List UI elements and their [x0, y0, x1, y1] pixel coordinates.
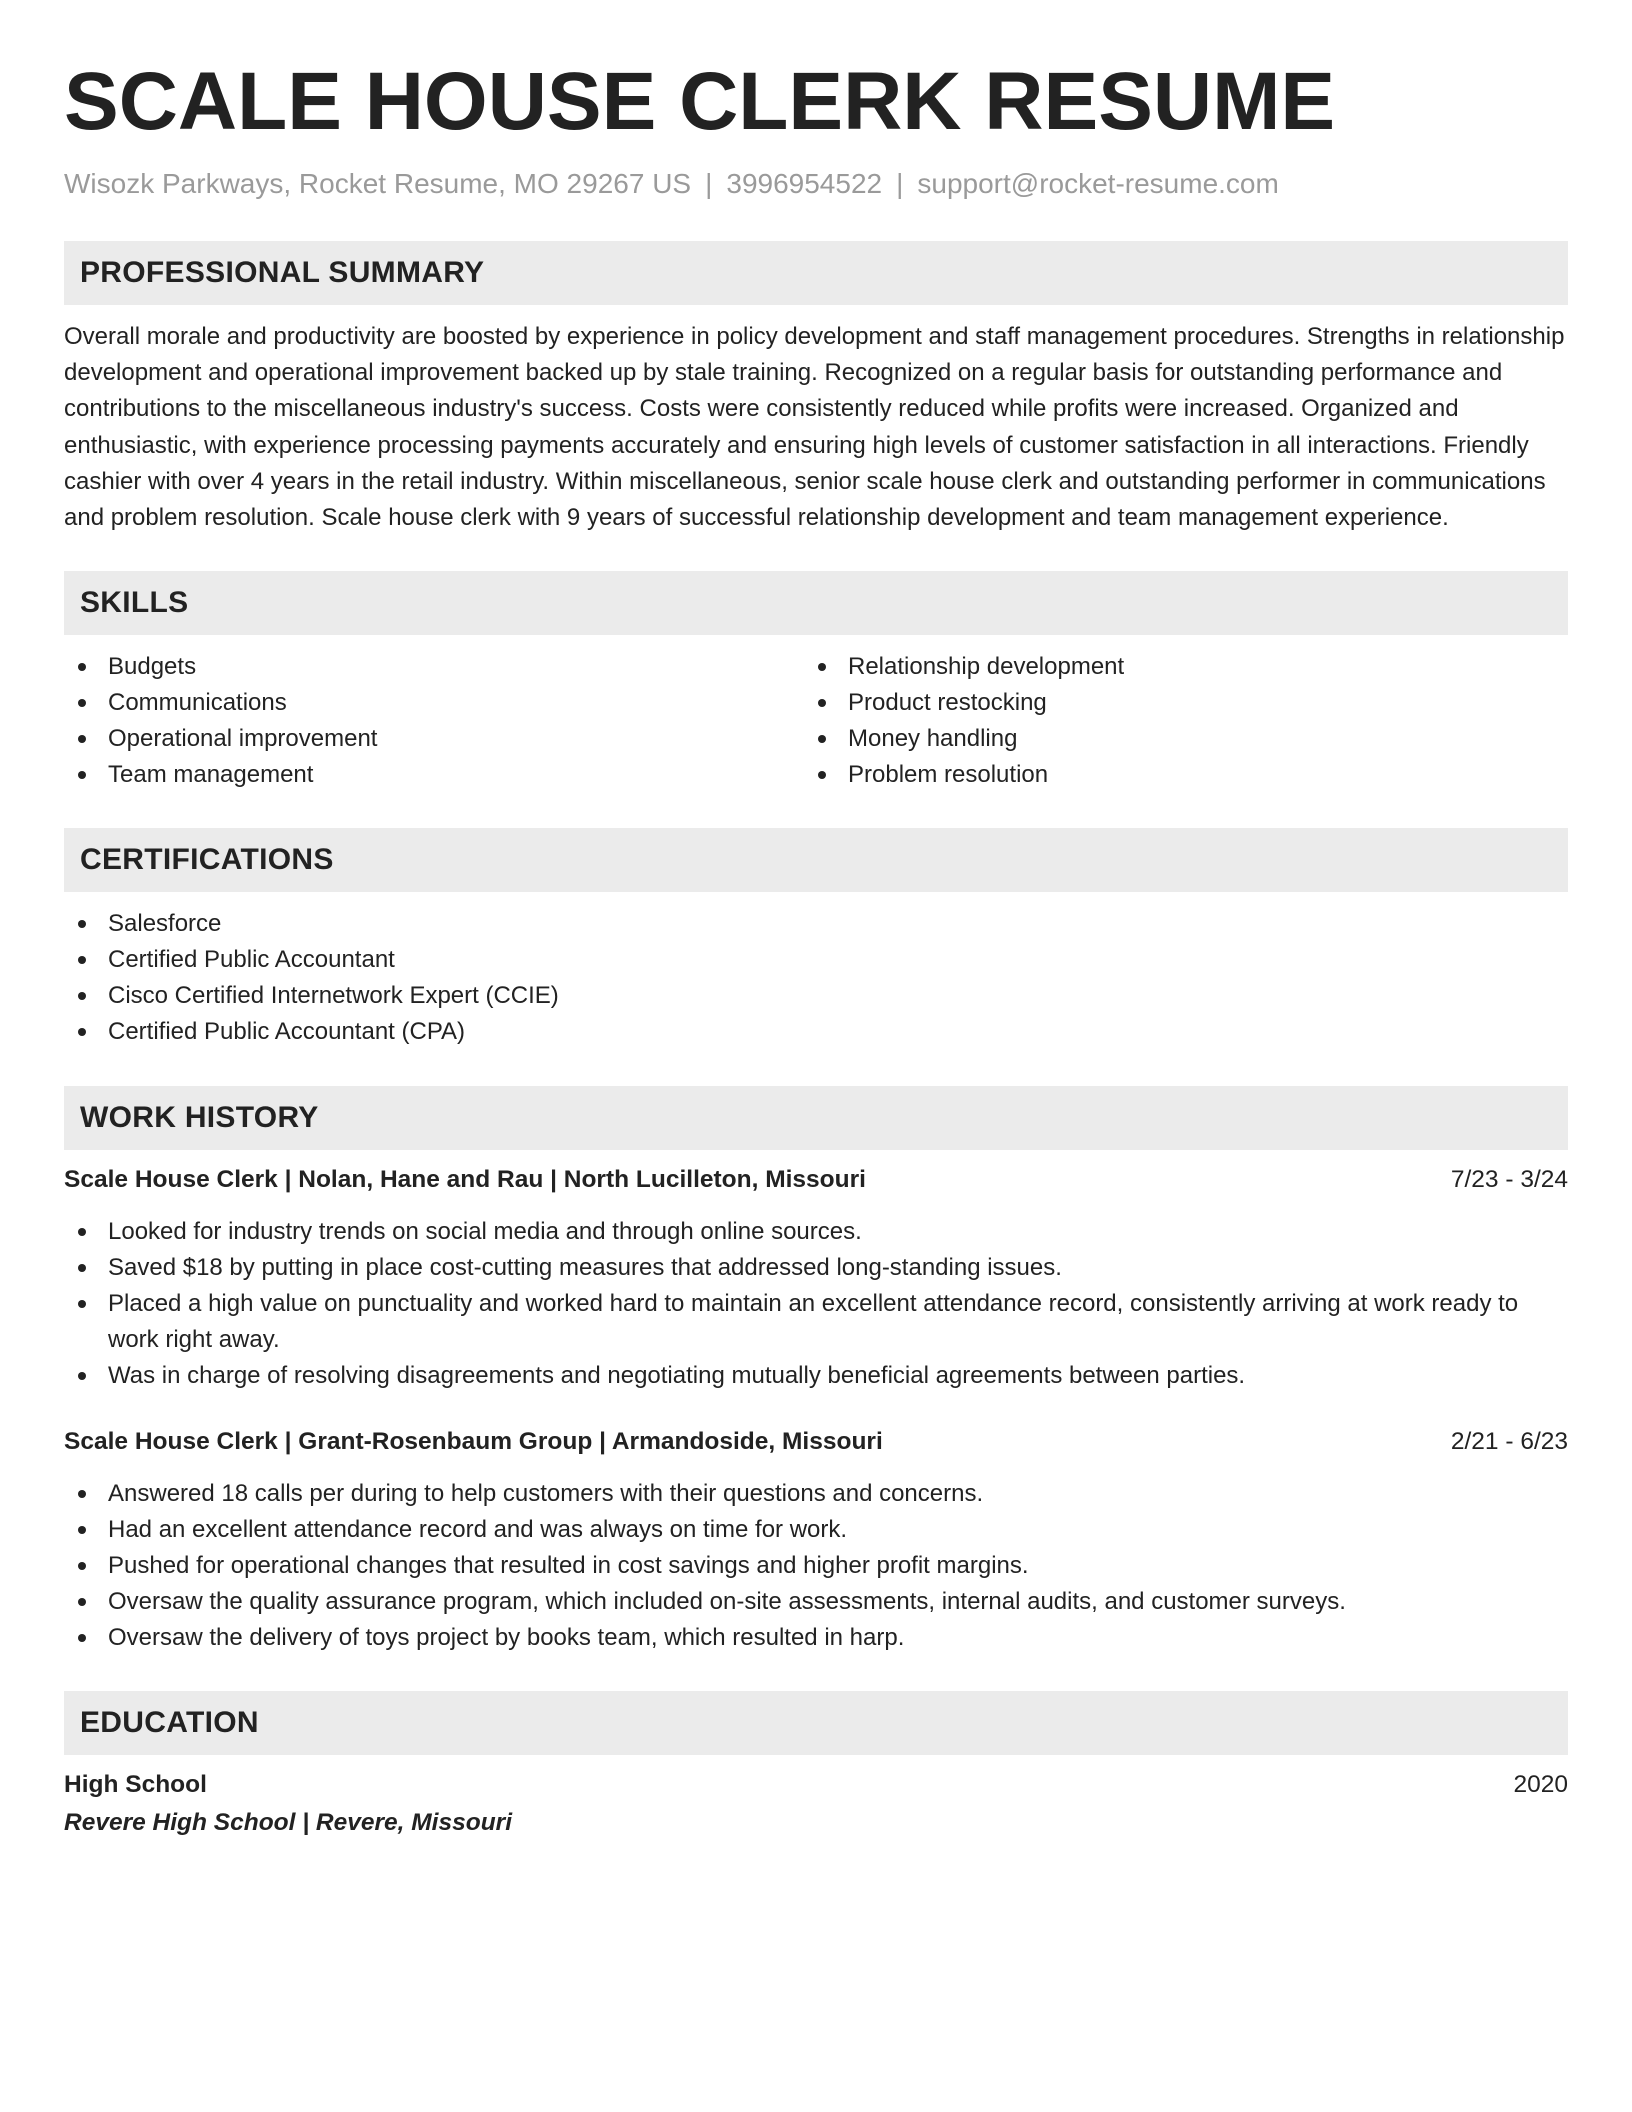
bullet-icon	[78, 771, 86, 779]
certification-label: Certified Public Accountant	[108, 946, 395, 974]
bullet-icon	[78, 1598, 86, 1606]
education-entry	[64, 1767, 1568, 1841]
job-bullets	[64, 1214, 1568, 1394]
skill-item	[804, 685, 1544, 721]
skill-item	[64, 757, 804, 793]
bullet-icon	[818, 771, 826, 779]
skill-item	[804, 649, 1544, 685]
skill-label: Budgets	[108, 653, 197, 681]
bullet-icon	[78, 956, 86, 964]
skill-item	[804, 757, 1544, 793]
work-history-heading	[64, 1086, 1568, 1150]
certification-item	[64, 906, 1568, 942]
job-title: Scale House Clerk | Grant-Rosenbaum Group | Armandoside, Missouri	[64, 1428, 883, 1456]
skill-item	[64, 649, 804, 685]
bullet-icon	[78, 1264, 86, 1272]
job-bullet-text: Oversaw the quality assurance program, which included on-site assessments, internal audits, and customer surveys.	[108, 1588, 1346, 1616]
skills-column-right	[804, 649, 1544, 793]
job-header	[64, 1162, 1568, 1198]
job-header	[64, 1424, 1568, 1460]
summary-heading	[64, 241, 1568, 305]
bullet-icon	[78, 1372, 86, 1380]
certification-label: Certified Public Accountant (CPA)	[108, 1018, 466, 1046]
certifications-list	[64, 906, 1568, 1050]
skill-item	[64, 721, 804, 757]
bullet-icon	[78, 663, 86, 671]
skills-grid	[64, 649, 1568, 793]
education-heading	[64, 1691, 1568, 1755]
bullet-icon	[78, 1028, 86, 1036]
bullet-icon	[818, 663, 826, 671]
job-bullet-text: Was in charge of resolving disagreements and negotiating mutually beneficial agreements between parties.	[108, 1362, 1246, 1390]
separator: |	[896, 168, 904, 199]
skills-heading	[64, 571, 1568, 635]
skill-label: Money handling	[848, 725, 1018, 753]
bullet-icon	[78, 1490, 86, 1498]
job-bullet	[64, 1214, 1568, 1250]
skill-item	[64, 685, 804, 721]
job-bullet	[64, 1548, 1568, 1584]
job-bullet-text: Saved $18 by putting in place cost-cutting measures that addressed long-standing issues.	[108, 1254, 1062, 1282]
bullet-icon	[78, 699, 86, 707]
job-bullet	[64, 1358, 1568, 1394]
summary-heading-label: PROFESSIONAL SUMMARY	[80, 256, 485, 289]
bullet-icon	[78, 1634, 86, 1642]
bullet-icon	[818, 735, 826, 743]
certification-item	[64, 942, 1568, 978]
skill-label: Team management	[108, 761, 314, 789]
job-bullet-text: Had an excellent attendance record and was always on time for work.	[108, 1516, 848, 1544]
job-bullet	[64, 1512, 1568, 1548]
certifications-heading	[64, 828, 1568, 892]
education-header	[64, 1767, 1568, 1803]
skill-label: Relationship development	[848, 653, 1125, 681]
certifications-heading-label: CERTIFICATIONS	[80, 843, 334, 877]
address-text: Wisozk Parkways, Rocket Resume, MO 29267 US	[64, 168, 692, 199]
email-text: support@rocket-resume.com	[917, 168, 1279, 199]
phone-text: 3996954522	[726, 168, 883, 199]
skill-label: Problem resolution	[848, 761, 1049, 789]
job-bullet	[64, 1584, 1568, 1620]
job-bullet-text: Looked for industry trends on social media and through online sources.	[108, 1218, 862, 1246]
job-entry	[64, 1424, 1568, 1656]
work-history-heading-label: WORK HISTORY	[80, 1101, 319, 1135]
skill-label: Operational improvement	[108, 725, 378, 753]
bullet-icon	[78, 920, 86, 928]
job-dates: 2/21 - 6/23	[1450, 1428, 1568, 1456]
bullet-icon	[78, 1228, 86, 1236]
summary-text: Overall morale and productivity are boosted by experience in policy development and staff management procedures. Strengths in relationship development and operational improvement backed up by stale training. Recognized on a regular basis for outstanding performance and contributions to the miscellaneous industry's success. Costs were consistently reduced while profits were increased. Organized and enthusiastic, with experience processing payments accurately and ensuring high levels of customer satisfaction in all interactions. Friendly cashier with over 4 years in the retail industry. Within miscellaneous, senior scale house clerk and outstanding performer in communications and problem resolution. Scale house clerk with 9 years of successful relationship development and team management experience.	[64, 323, 1565, 532]
skills-heading-label: SKILLS	[80, 586, 189, 620]
job-bullet	[64, 1620, 1568, 1656]
education-degree: High School	[64, 1771, 207, 1799]
skill-label: Product restocking	[848, 689, 1047, 717]
contact-line	[64, 166, 1568, 202]
certification-label: Cisco Certified Internetwork Expert (CCIE)	[108, 982, 559, 1010]
skills-column-left	[64, 649, 804, 793]
job-bullets	[64, 1476, 1568, 1656]
education-school: Revere High School | Revere, Missouri	[64, 1809, 512, 1837]
skill-label: Communications	[108, 689, 287, 717]
job-entry	[64, 1162, 1568, 1394]
job-bullet-text: Answered 18 calls per during to help customers with their questions and concerns.	[108, 1480, 984, 1508]
bullet-icon	[78, 1526, 86, 1534]
bullet-icon	[78, 735, 86, 743]
page-title: SCALE HOUSE CLERK RESUME	[64, 56, 1336, 147]
certification-item	[64, 978, 1568, 1014]
bullet-icon	[78, 992, 86, 1000]
job-bullet	[64, 1250, 1568, 1286]
job-dates: 7/23 - 3/24	[1450, 1166, 1568, 1194]
job-bullet-text: Placed a high value on punctuality and worked hard to maintain an excellent attendance record, consistently arriving at work ready to work right away.	[108, 1290, 1519, 1354]
education-heading-label: EDUCATION	[80, 1706, 259, 1740]
bullet-icon	[78, 1562, 86, 1570]
job-bullet-text: Pushed for operational changes that resulted in cost savings and higher profit margins.	[108, 1552, 1029, 1580]
bullet-icon	[818, 699, 826, 707]
separator: |	[705, 168, 713, 199]
certification-item	[64, 1014, 1568, 1050]
job-bullet-text: Oversaw the delivery of toys project by books team, which resulted in harp.	[108, 1624, 905, 1652]
certification-label: Salesforce	[108, 910, 222, 938]
bullet-icon	[78, 1300, 86, 1308]
skill-item	[804, 721, 1544, 757]
job-title: Scale House Clerk | Nolan, Hane and Rau | North Lucilleton, Missouri	[64, 1166, 866, 1194]
job-bullet	[64, 1286, 1568, 1358]
education-year: 2020	[1513, 1771, 1568, 1799]
job-bullet	[64, 1476, 1568, 1512]
